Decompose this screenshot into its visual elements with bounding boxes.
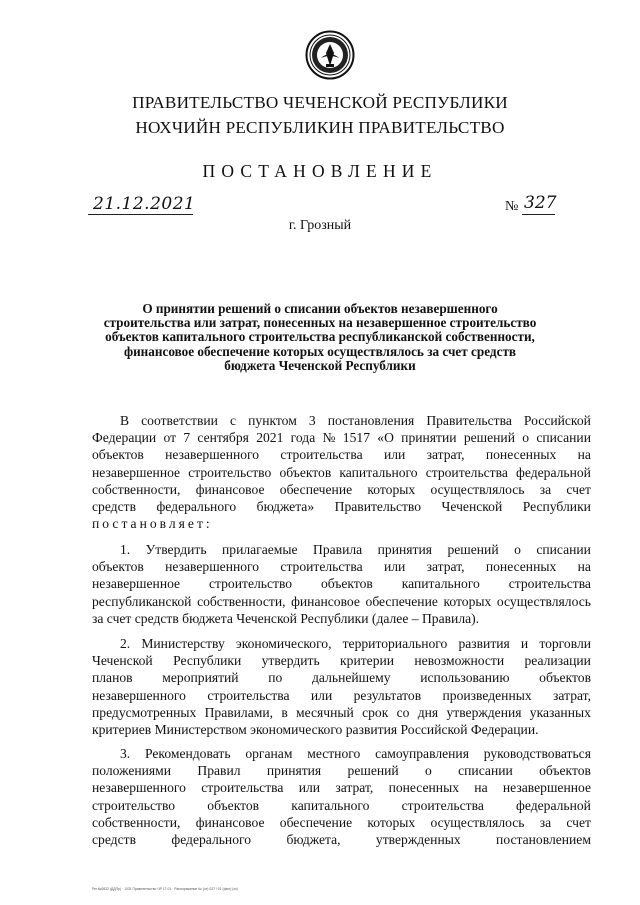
text-line bbox=[92, 498, 591, 515]
word: понесенных bbox=[485, 559, 557, 575]
word: объектов bbox=[539, 763, 591, 779]
word: финансовое bbox=[291, 593, 360, 609]
text-line bbox=[92, 558, 591, 575]
word: бюджета» bbox=[256, 498, 315, 514]
word: строительства bbox=[425, 464, 508, 480]
word: самоуправления bbox=[375, 746, 469, 761]
word: предусмотренных bbox=[92, 704, 197, 720]
word: которых bbox=[367, 481, 416, 497]
word: Правительства bbox=[426, 413, 512, 428]
word: за bbox=[539, 481, 552, 497]
word: дня bbox=[417, 704, 439, 720]
word: затрат, bbox=[335, 780, 374, 796]
text-line bbox=[92, 779, 591, 796]
word: о bbox=[425, 763, 432, 779]
word: 1. bbox=[120, 542, 131, 557]
word: строительства bbox=[508, 576, 591, 592]
word: незавершенного bbox=[165, 447, 260, 463]
document-heading bbox=[85, 302, 555, 373]
text-line bbox=[92, 481, 591, 498]
word: 7 bbox=[183, 430, 191, 446]
text-line bbox=[92, 652, 591, 669]
word: планов bbox=[92, 670, 133, 686]
word: развития bbox=[458, 636, 510, 651]
paragraph-preamble bbox=[92, 412, 591, 532]
word: осуществлялось bbox=[430, 481, 525, 497]
text-line bbox=[92, 412, 591, 429]
word: и bbox=[520, 636, 529, 651]
paragraph-item-1 bbox=[92, 541, 591, 627]
word: о bbox=[522, 430, 530, 446]
word: объектов bbox=[539, 670, 591, 686]
text-line bbox=[92, 593, 591, 610]
word: осуществлялось bbox=[430, 814, 525, 830]
text-line bbox=[92, 831, 591, 848]
word: Чеченской bbox=[441, 498, 503, 514]
word: на bbox=[474, 780, 488, 796]
text-line bbox=[92, 541, 591, 558]
word: федерального bbox=[156, 498, 237, 514]
word: строительство bbox=[209, 576, 293, 592]
word: незавершенное bbox=[92, 576, 181, 592]
word: месячный bbox=[296, 704, 354, 720]
word: критерии bbox=[340, 653, 395, 669]
word: на bbox=[577, 559, 591, 575]
text-line bbox=[92, 635, 591, 652]
word: капитального bbox=[339, 464, 418, 480]
word: федеральной bbox=[516, 464, 591, 480]
text-line bbox=[92, 669, 591, 686]
word: торговли bbox=[539, 636, 591, 651]
word: капитального bbox=[291, 797, 370, 813]
word: осуществлялось bbox=[496, 593, 591, 609]
word: федеральной bbox=[516, 797, 591, 813]
word: списании bbox=[458, 763, 513, 779]
number-underline bbox=[522, 214, 555, 215]
word: использованию bbox=[420, 670, 510, 686]
word: по bbox=[268, 670, 283, 686]
word: строительство bbox=[188, 464, 272, 480]
word: 3. bbox=[120, 746, 131, 761]
word: на bbox=[577, 447, 591, 463]
word: собственности, bbox=[92, 481, 181, 497]
word: объектов bbox=[279, 464, 332, 480]
word: Рекомендовать bbox=[144, 746, 231, 761]
word: строительства bbox=[201, 780, 284, 796]
document-number: 327 bbox=[524, 193, 557, 213]
word: Российской bbox=[523, 413, 591, 428]
word: обеспечение bbox=[365, 593, 438, 609]
word: в bbox=[281, 704, 288, 720]
word: указанных bbox=[529, 704, 591, 720]
text-line bbox=[92, 704, 591, 721]
word: № bbox=[322, 430, 336, 446]
word: Правила bbox=[313, 542, 363, 557]
word: объектов bbox=[320, 576, 373, 592]
text-line bbox=[92, 429, 591, 446]
footer-registration-stamp: Рег.№0832 (ДДПр) · 1031 Правительство ЧР 17.01 · Распоряжение № (от) 027 / 01 (фин) (хх) bbox=[92, 887, 238, 891]
word: строительства bbox=[401, 797, 484, 813]
word: срок bbox=[362, 704, 389, 720]
word: республиканской bbox=[92, 593, 192, 609]
text-line bbox=[92, 745, 591, 762]
heading-line: строительства или затрат, понесенных на незавершенное строительство bbox=[103, 315, 537, 331]
word: 1517 bbox=[342, 430, 370, 446]
word: объектов bbox=[92, 447, 144, 463]
word: понесенных bbox=[388, 780, 460, 796]
text-line bbox=[92, 464, 591, 481]
word: решений bbox=[463, 430, 515, 446]
word: о bbox=[514, 542, 521, 557]
word: незавершенного bbox=[92, 687, 186, 703]
word: обеспечение bbox=[279, 814, 353, 830]
date-underline bbox=[88, 214, 193, 215]
government-title-ru: ПРАВИТЕЛЬСТВО ЧЕЧЕНСКОЙ РЕСПУБЛИКИ bbox=[132, 93, 508, 112]
word: невозможности bbox=[414, 653, 505, 669]
word: положениями bbox=[92, 763, 172, 779]
word: собственности, bbox=[197, 593, 286, 609]
word: за bbox=[539, 814, 552, 830]
word: финансовое bbox=[195, 481, 265, 497]
word: Федерации bbox=[92, 430, 157, 446]
word: объектов bbox=[207, 797, 260, 813]
word: счет bbox=[566, 814, 591, 830]
word: или bbox=[383, 447, 406, 463]
text-line: критериев Министерством экономического развития Российской Федерации. bbox=[92, 721, 539, 737]
word: Правилами, bbox=[204, 704, 274, 720]
word: решений bbox=[447, 542, 499, 557]
word: незавершенное bbox=[502, 780, 591, 796]
word: объектов bbox=[92, 559, 144, 575]
word: бюджета, bbox=[286, 831, 341, 847]
word: понесенных bbox=[485, 447, 557, 463]
word: принятия bbox=[377, 542, 432, 557]
word: Республики bbox=[522, 498, 591, 514]
word: утвержденных bbox=[375, 831, 461, 847]
word: принятии bbox=[401, 430, 457, 446]
word: принятия bbox=[266, 763, 322, 779]
word: строительства bbox=[280, 447, 363, 463]
city-label: г. Грозный bbox=[288, 218, 352, 233]
number-sign: № bbox=[505, 199, 519, 214]
word: или bbox=[298, 780, 321, 796]
word: Правил bbox=[197, 763, 241, 779]
paragraph-item-2 bbox=[92, 635, 591, 738]
word: 3 bbox=[308, 413, 316, 428]
heading-line: объектов капитального строительства республиканской собственности, bbox=[105, 329, 535, 345]
word: или bbox=[310, 687, 333, 703]
word: которых bbox=[443, 593, 492, 609]
word: органам bbox=[245, 746, 293, 761]
word: экономического, bbox=[235, 636, 332, 651]
word: сентября bbox=[197, 430, 249, 446]
word: со bbox=[396, 704, 410, 720]
text-line: за счет средств бюджета Чеченской Республики (далее – Правила). bbox=[92, 610, 480, 626]
document-type: ПОСТАНОВЛЕНИЕ bbox=[202, 161, 438, 181]
word: 2021 bbox=[256, 430, 284, 446]
text-line bbox=[92, 446, 591, 463]
paragraph-item-3 bbox=[92, 745, 591, 848]
text-line: постановляет: bbox=[92, 516, 213, 532]
word: пунктом bbox=[248, 413, 297, 428]
chechen-republic-emblem-icon bbox=[305, 30, 355, 80]
word: строительство bbox=[92, 797, 176, 813]
word: строительства bbox=[207, 687, 290, 703]
government-title-ce: НОХЧИЙН РЕСПУБЛИКИН ПРАВИТЕЛЬСТВО bbox=[135, 118, 505, 137]
word: или bbox=[383, 559, 406, 575]
document-date: 21.12.2021 bbox=[93, 194, 196, 214]
word: затрат, bbox=[553, 687, 591, 703]
word: Утвердить bbox=[145, 542, 207, 557]
word: утверждения bbox=[446, 704, 522, 720]
word: территориального bbox=[342, 636, 448, 651]
word: года bbox=[290, 430, 316, 446]
word: утвердить bbox=[261, 653, 320, 669]
word: дальнейшему bbox=[312, 670, 391, 686]
text-line bbox=[92, 814, 591, 831]
word: незавершенное bbox=[92, 464, 181, 480]
word: руководствоваться bbox=[483, 746, 591, 761]
text-line bbox=[92, 575, 591, 592]
word: средств bbox=[92, 498, 136, 514]
word: мероприятий bbox=[162, 670, 239, 686]
text-line bbox=[92, 762, 591, 779]
heading-line: бюджета Чеченской Республики bbox=[224, 357, 416, 373]
word: списании bbox=[536, 430, 591, 446]
word: решений bbox=[347, 763, 399, 779]
word: Республики bbox=[173, 653, 242, 669]
word: от bbox=[163, 430, 177, 446]
word: федерального bbox=[171, 831, 252, 847]
word: результатов bbox=[353, 687, 422, 703]
word: обеспечение bbox=[279, 481, 353, 497]
word: «О bbox=[377, 430, 394, 446]
word: затрат, bbox=[426, 559, 465, 575]
word: постановления bbox=[327, 413, 415, 428]
word: прилагаемые bbox=[222, 542, 298, 557]
word: незавершенного bbox=[92, 780, 186, 796]
word: Чеченской bbox=[92, 653, 153, 669]
word: Правительство bbox=[334, 498, 422, 514]
word: постановлением bbox=[496, 831, 591, 847]
word: с bbox=[230, 413, 237, 428]
text-line bbox=[92, 687, 591, 704]
word: Министерству bbox=[141, 636, 225, 651]
word: 2. bbox=[120, 636, 131, 651]
word: списании bbox=[536, 542, 591, 557]
text-line bbox=[92, 797, 591, 814]
word: средств bbox=[92, 831, 136, 847]
word: реализации bbox=[524, 653, 591, 669]
word: финансовое bbox=[195, 814, 265, 830]
word: В bbox=[120, 413, 130, 428]
word: соответствии bbox=[141, 413, 218, 428]
word: собственности, bbox=[92, 814, 181, 830]
heading-line: финансовое обеспечение которых осуществлялось за счет средств bbox=[123, 343, 517, 359]
word: которых bbox=[367, 814, 416, 830]
word: строительства bbox=[280, 559, 363, 575]
word: местного bbox=[307, 746, 361, 761]
word: произведенных bbox=[442, 687, 532, 703]
word: незавершенного bbox=[165, 559, 260, 575]
word: капитального bbox=[401, 576, 480, 592]
word: затрат, bbox=[426, 447, 465, 463]
word: счет bbox=[566, 481, 591, 497]
heading-line: О принятии решений о списании объектов незавершенного bbox=[142, 301, 498, 316]
